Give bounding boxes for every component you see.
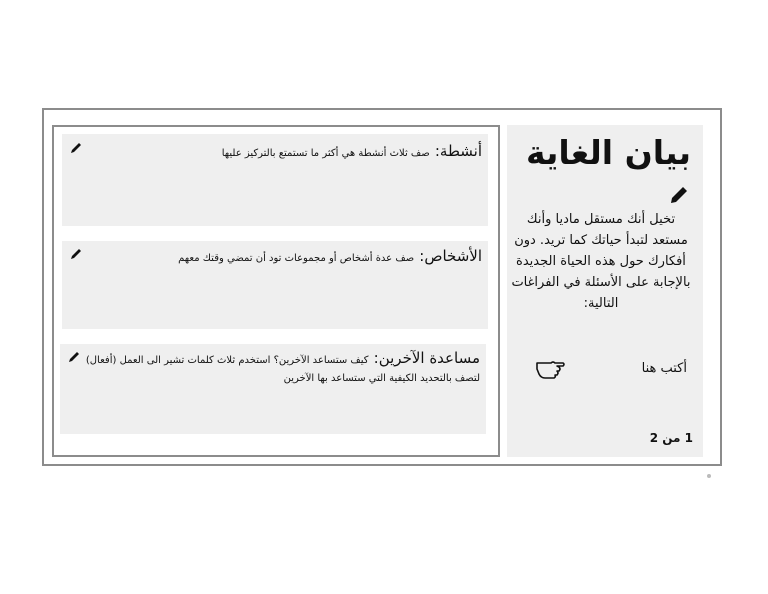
purpose-panel <box>507 125 703 457</box>
page-title: بيان الغاية <box>525 133 691 172</box>
people-title: الأشخاص: <box>419 247 482 265</box>
write-here-label[interactable]: أكتب هنا <box>641 361 687 376</box>
activities-title: أنشطة: <box>434 142 482 160</box>
pencil-icon <box>70 142 82 154</box>
pencil-icon <box>669 185 689 205</box>
page-indicator: 1 من 2 <box>649 431 693 445</box>
pointing-hand-icon <box>535 355 567 381</box>
helping-others-title: مساعدة الآخرين: <box>373 349 480 367</box>
people-section[interactable] <box>62 241 488 329</box>
intro-text: تخيل أنك مستقل ماديا وأنك مستعد لتبدأ حياتك كما تريد. دون أفكارك حول هذه الحياة الجديدة بالإجابة على الأسئلة في الفراغات التالية: <box>511 212 691 311</box>
people-description: صف عدة أشخاص أو مجموعات تود أن تمضي وقتك معهم <box>178 253 415 264</box>
activities-section[interactable] <box>62 134 488 226</box>
decorative-dot <box>707 474 711 478</box>
pencil-icon <box>68 351 80 363</box>
helping-others-section[interactable] <box>60 344 486 434</box>
pencil-icon <box>70 248 82 260</box>
activities-description: صف ثلاث أنشطة هي أكثر ما تستمتع بالتركيز عليها <box>221 148 430 159</box>
helping-others-description: كيف ستساعد الآخرين؟ استخدم ثلاث كلمات تشير الى العمل (أفعال) لتصف بالتحديد الكيفية التي ستساعد بها الآخرين <box>85 355 480 384</box>
